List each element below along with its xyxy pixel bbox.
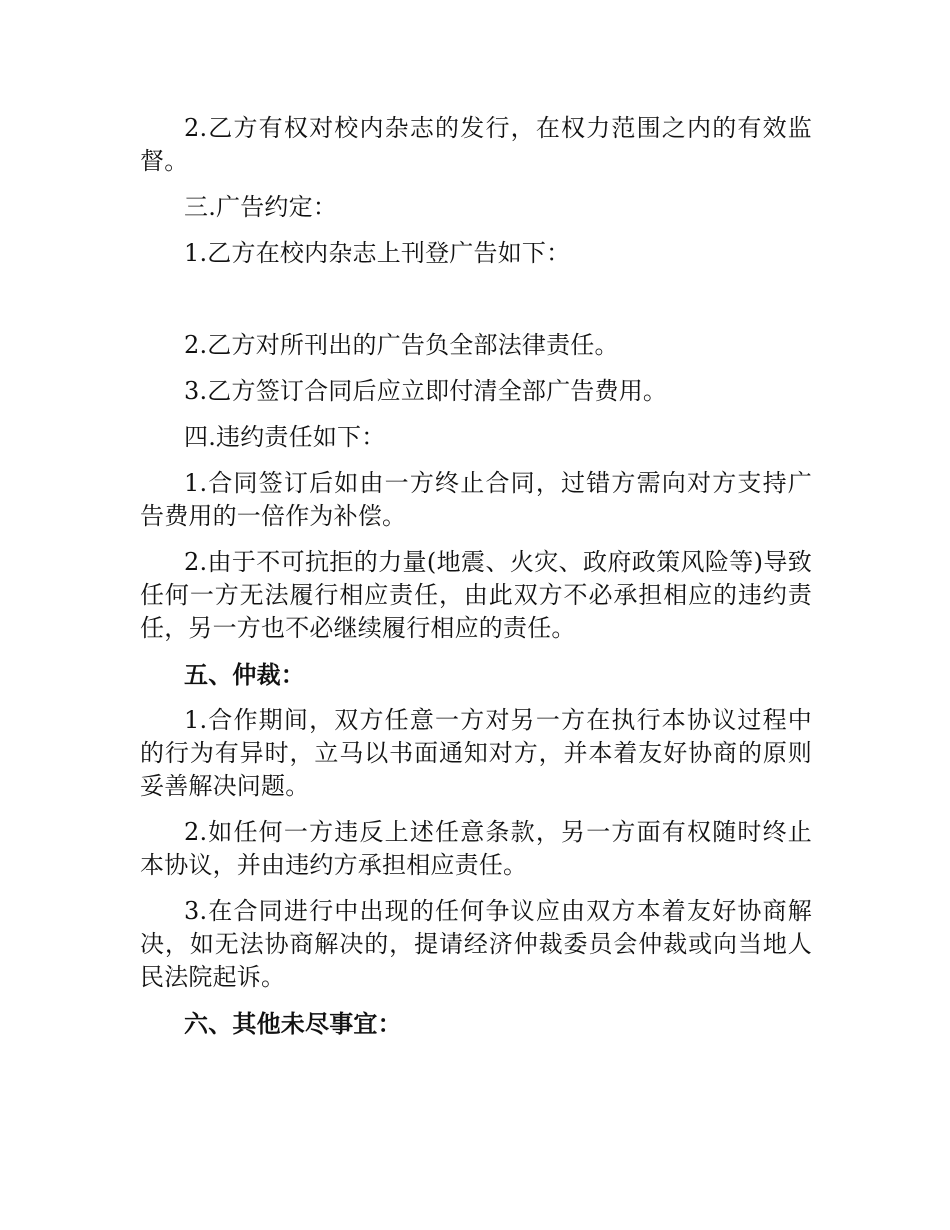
clause-termination-compensation: 1.合同签订后如由一方终止合同，过错方需向对方支持广告费用的一倍作为补偿。 xyxy=(140,469,812,530)
clause-dispute-resolution: 3.在合同进行中出现的任何争议应由双方本着友好协商解决，如无法协商解决的，提请经济仲裁委员会仲裁或向当地人民法院起诉。 xyxy=(140,897,812,991)
clause-legal-responsibility: 2.乙方对所刊出的广告负全部法律责任。 xyxy=(184,331,619,359)
section-6-heading: 六、其他未尽事宜： xyxy=(184,1009,402,1038)
section-4-heading: 四.违约责任如下： xyxy=(184,423,386,451)
clause-breach-termination: 2.如任何一方违反上述任意条款，另一方面有权随时终止本协议，并由违约方承担相应责任。 xyxy=(140,818,812,879)
section-5-heading: 五、仲裁： xyxy=(184,660,305,689)
clause-notice-negotiation: 1.合作期间，双方任意一方对另一方在执行本协议过程中的行为有异时，立马以书面通知对方，并本着友好协商的原则妥善解决问题。 xyxy=(140,706,812,800)
clause-force-majeure: 2.由于不可抗拒的力量(地震、火灾、政府政策风险等)导致任何一方无法履行相应责任，由此双方不必承担相应的违约责任，另一方也不必继续履行相应的责任。 xyxy=(140,548,812,642)
clause-ad-listing: 1.乙方在校内杂志上刊登广告如下： xyxy=(184,239,571,267)
blank-space xyxy=(140,283,812,329)
clause-payment: 3.乙方签订合同后应立即付清全部广告费用。 xyxy=(184,377,668,405)
clause-2-supervision: 2.乙方有权对校内杂志的发行，在权力范围之内的有效监督。 xyxy=(140,114,812,175)
section-3-heading: 三.广告约定： xyxy=(184,193,338,221)
document-body xyxy=(140,112,812,1053)
